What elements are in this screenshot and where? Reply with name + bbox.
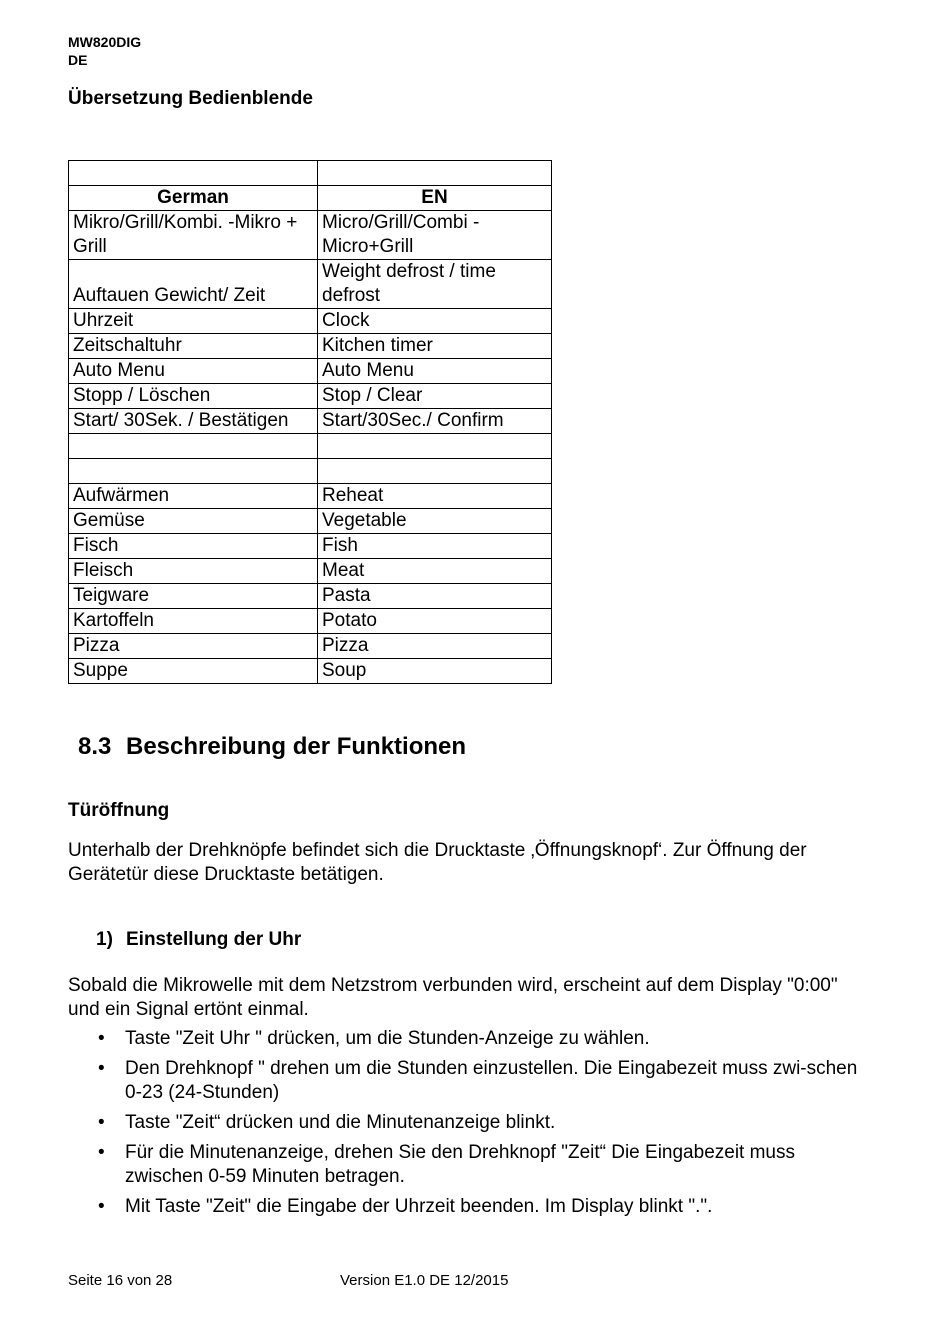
german-cell: Gemüse bbox=[69, 509, 318, 534]
clock-steps-list bbox=[68, 1027, 868, 1225]
english-cell: Vegetable bbox=[318, 509, 552, 534]
table-row bbox=[69, 260, 552, 309]
table-cell-empty bbox=[318, 434, 552, 459]
german-cell: German bbox=[69, 186, 318, 211]
door-heading: Türöffnung bbox=[68, 800, 170, 821]
table-row bbox=[69, 334, 552, 359]
english-cell: Clock bbox=[318, 309, 552, 334]
english-cell: Reheat bbox=[318, 484, 552, 509]
clock-heading bbox=[96, 929, 301, 951]
list-item-text: Für die Minutenanzeige, drehen Sie den Drehknopf "Zeit“ Die Eingabezeit muss zwischen 0-59 Minuten betragen. bbox=[125, 1142, 796, 1187]
clock-heading-number: 1) bbox=[96, 929, 113, 950]
german-cell: Pizza bbox=[69, 634, 318, 659]
table-row bbox=[69, 584, 552, 609]
list-item-text: Mit Taste "Zeit" die Eingabe der Uhrzeit beenden. Im Display blinkt ".". bbox=[125, 1196, 713, 1217]
version-info: Version E1.0 DE 12/2015 bbox=[340, 1272, 509, 1289]
table-row bbox=[69, 534, 552, 559]
table-row bbox=[69, 359, 552, 384]
table-row bbox=[69, 509, 552, 534]
table-cell-empty bbox=[69, 434, 318, 459]
table-cell-empty bbox=[69, 161, 318, 186]
english-cell: Potato bbox=[318, 609, 552, 634]
table-row bbox=[69, 634, 552, 659]
table-row bbox=[69, 659, 552, 684]
english-cell: Auto Menu bbox=[318, 359, 552, 384]
german-cell: Start/ 30Sek. / Bestätigen bbox=[69, 409, 318, 434]
english-cell: EN bbox=[318, 186, 552, 211]
table-row-empty bbox=[69, 434, 552, 459]
table-row bbox=[69, 559, 552, 584]
table-cell-empty bbox=[318, 161, 552, 186]
table-row-empty bbox=[69, 161, 552, 186]
bullet-icon: • bbox=[98, 1112, 105, 1133]
bullet-icon: • bbox=[98, 1196, 105, 1217]
english-cell: Micro/Grill/Combi - Micro+Grill bbox=[318, 211, 552, 260]
english-cell: Pasta bbox=[318, 584, 552, 609]
document-header bbox=[68, 33, 141, 69]
table-row bbox=[69, 309, 552, 334]
table-row bbox=[69, 384, 552, 409]
english-cell: Fish bbox=[318, 534, 552, 559]
section-title: Beschreibung der Funktionen bbox=[126, 733, 467, 760]
list-item bbox=[68, 1057, 868, 1105]
list-item-text: Taste "Zeit“ drücken und die Minutenanzeige blinkt. bbox=[125, 1112, 556, 1133]
list-item-text: Taste "Zeit Uhr " drücken, um die Stunden-Anzeige zu wählen. bbox=[125, 1028, 650, 1049]
german-cell: Suppe bbox=[69, 659, 318, 684]
bullet-icon: • bbox=[98, 1028, 105, 1049]
table-row bbox=[69, 484, 552, 509]
language-code: DE bbox=[68, 52, 88, 68]
english-cell: Stop / Clear bbox=[318, 384, 552, 409]
german-cell: Auftauen Gewicht/ Zeit bbox=[69, 260, 318, 309]
translation-table bbox=[68, 160, 552, 684]
english-cell: Start/30Sec./ Confirm bbox=[318, 409, 552, 434]
list-item bbox=[68, 1195, 868, 1219]
table-header-row bbox=[69, 186, 552, 211]
english-cell: Kitchen timer bbox=[318, 334, 552, 359]
section-heading bbox=[78, 733, 466, 761]
german-cell: Teigware bbox=[69, 584, 318, 609]
list-item bbox=[68, 1027, 868, 1051]
list-item bbox=[68, 1111, 868, 1135]
clock-intro: Sobald die Mikrowelle mit dem Netzstrom verbunden wird, erscheint auf dem Display "0:00" und ein Signal ertönt einmal. bbox=[68, 975, 838, 1020]
page-number: Seite 16 von 28 bbox=[68, 1272, 173, 1289]
table-cell-empty bbox=[318, 459, 552, 484]
model-code: MW820DIG bbox=[68, 34, 142, 50]
english-cell: Meat bbox=[318, 559, 552, 584]
list-item bbox=[68, 1141, 868, 1189]
table-row bbox=[69, 211, 552, 260]
german-cell: Fleisch bbox=[69, 559, 318, 584]
section-number: 8.3 bbox=[78, 733, 112, 760]
german-cell: Fisch bbox=[69, 534, 318, 559]
german-cell: Mikro/Grill/Kombi. -Mikro + Grill bbox=[69, 211, 318, 260]
table-cell-empty bbox=[69, 459, 318, 484]
clock-heading-title: Einstellung der Uhr bbox=[126, 929, 302, 950]
bullet-icon: • bbox=[98, 1058, 105, 1079]
door-paragraph: Unterhalb der Drehknöpfe befindet sich die Drucktaste ‚Öffnungsknopf‘. Zur Öffnung der Gerätetür diese Drucktaste betätigen. bbox=[68, 840, 807, 885]
german-cell: Stopp / Löschen bbox=[69, 384, 318, 409]
bullet-icon: • bbox=[98, 1142, 105, 1163]
english-cell: Weight defrost / time defrost bbox=[318, 260, 552, 309]
list-item-text: Den Drehknopf " drehen um die Stunden einzustellen. Die Eingabezeit muss zwi-schen 0-23 (24-Stunden) bbox=[125, 1058, 858, 1103]
german-cell: Auto Menu bbox=[69, 359, 318, 384]
table-row bbox=[69, 609, 552, 634]
translation-heading: Übersetzung Bedienblende bbox=[68, 88, 313, 109]
german-cell: Zeitschaltuhr bbox=[69, 334, 318, 359]
english-cell: Pizza bbox=[318, 634, 552, 659]
german-cell: Aufwärmen bbox=[69, 484, 318, 509]
german-cell: Uhrzeit bbox=[69, 309, 318, 334]
english-cell: Soup bbox=[318, 659, 552, 684]
table-row-empty bbox=[69, 459, 552, 484]
table-row bbox=[69, 409, 552, 434]
german-cell: Kartoffeln bbox=[69, 609, 318, 634]
